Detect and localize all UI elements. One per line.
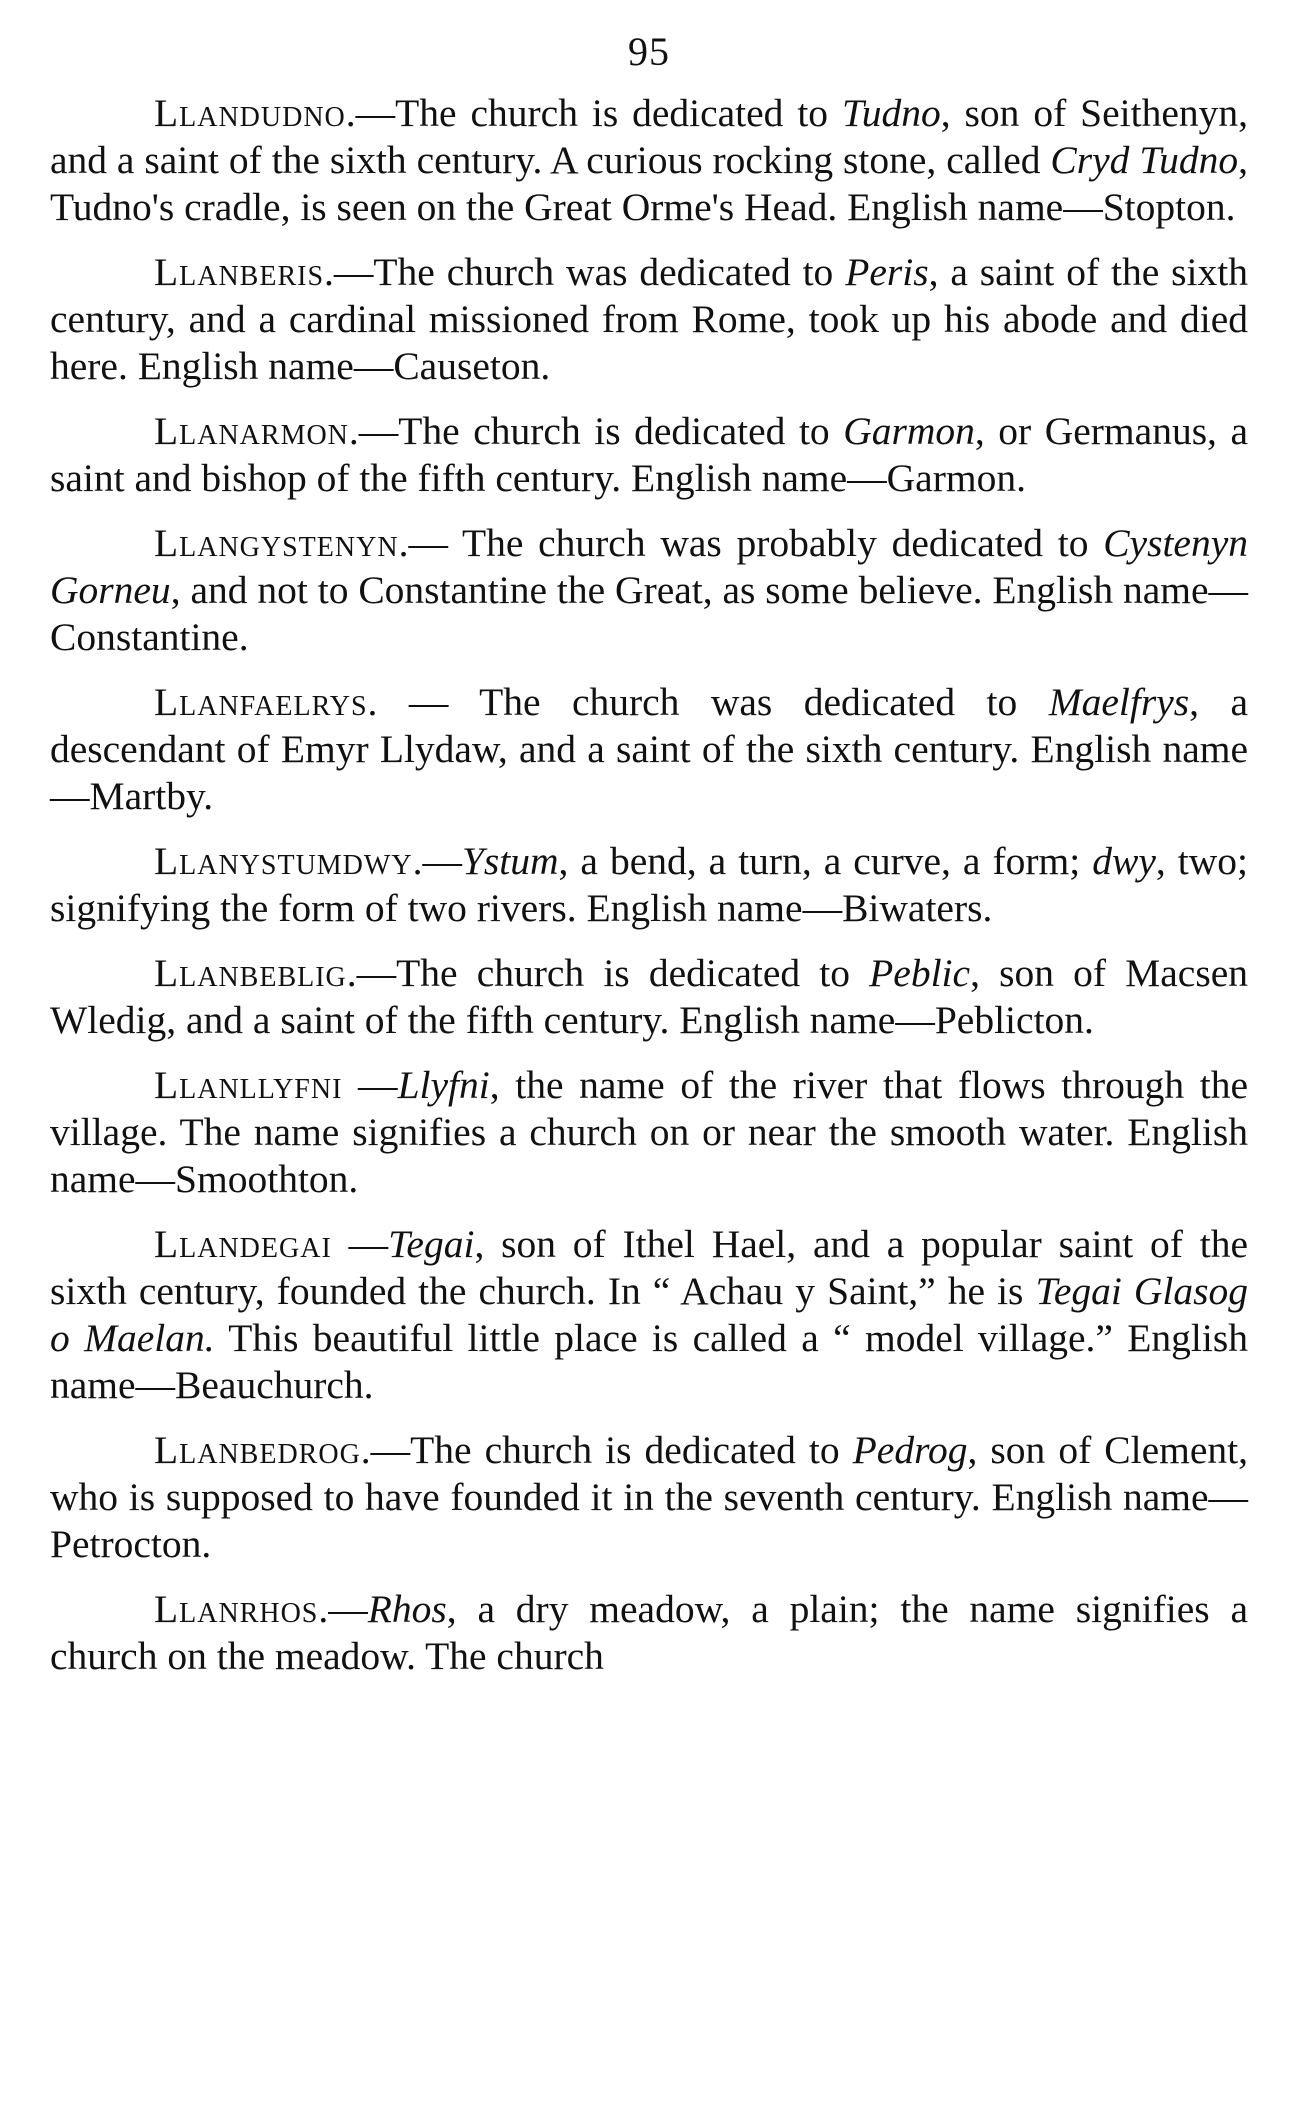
entry-text: , a saint of the sixth century, and a cardinal missioned from Rome, took up his abode and died here. English name—Causeton. <box>50 250 1248 388</box>
entry-text: The church is dedicated to <box>410 1428 853 1472</box>
italic-term: Tegai Glasog o Maelan. <box>50 1269 1248 1360</box>
headword: Llanberis <box>154 250 325 294</box>
entry-llanllyfni <box>50 1062 1248 1203</box>
separator: .— <box>360 1428 411 1472</box>
entry-llanarmon <box>50 408 1248 502</box>
separator: .— <box>412 839 462 883</box>
entry-llangystenyn <box>50 520 1248 661</box>
book-page <box>50 24 1248 1698</box>
italic-term: Peblic <box>869 951 971 995</box>
separator: .— <box>324 250 374 294</box>
separator: .— <box>345 91 396 135</box>
entry-text: , Tudno's cradle, is seen on the Great Orme's Head. English name—Stopton. <box>50 138 1248 229</box>
italic-term: Cryd Tudno <box>1050 138 1239 182</box>
entry-llanfaelrys <box>50 679 1248 820</box>
entry-llandudno <box>50 90 1248 231</box>
headword: Llanfaelrys <box>154 680 368 724</box>
italic-term: Garmon <box>843 409 975 453</box>
italic-term: Maelfrys <box>1048 680 1190 724</box>
italic-term: Rhos <box>367 1587 447 1631</box>
italic-term: dwy <box>1092 839 1156 883</box>
entry-text: The church was dedicated to <box>373 250 846 294</box>
entry-text: , or Germanus, a saint and bishop of the fifth century. English name—Garmon. <box>50 409 1248 500</box>
headword: Llanbedrog <box>154 1428 361 1472</box>
entry-text: The church was dedicated to <box>479 680 1049 724</box>
entry-llanystumdwy <box>50 838 1248 932</box>
headword: Llangystenyn <box>154 521 399 565</box>
entry-text: , and not to Constantine the Great, as some believe. English name—Constantine. <box>50 568 1248 659</box>
entry-text: , son of Macsen Wledig, and a saint of the fifth century. English name—Peblicton. <box>50 951 1248 1042</box>
entry-text: The church is dedicated to <box>398 409 844 453</box>
separator: — <box>331 1222 389 1266</box>
headword: Llanbeblig <box>154 951 347 995</box>
entry-text: , son of Ithel Hael, and a popular saint of the sixth century, founded the church. In “ Achau y Saint,” he is <box>50 1222 1248 1313</box>
italic-term: Pedrog <box>852 1428 968 1472</box>
entry-text: , son of Clement, who is supposed to have founded it in the seventh century. English name—Petrocton. <box>50 1428 1248 1566</box>
separator: .— <box>318 1587 368 1631</box>
entry-llanrhos <box>50 1586 1248 1680</box>
italic-term: Tudno <box>841 91 941 135</box>
entry-text: , two; signifying the form of two rivers. English name—Biwaters. <box>50 839 1248 930</box>
italic-term: Tegai <box>388 1222 475 1266</box>
entry-llandegai <box>50 1221 1248 1409</box>
entry-text: The church is dedicated to <box>395 91 842 135</box>
headword: Llanrhos <box>154 1587 319 1631</box>
entry-llanbeblig <box>50 950 1248 1044</box>
separator: . — <box>367 680 480 724</box>
entry-text: , son of Seithenyn, and a saint of the sixth century. A curious rocking stone, called <box>50 91 1248 182</box>
entry-text: , a descendant of Emyr Llydaw, and a saint of the sixth century. English name—Martby. <box>50 680 1248 818</box>
entry-text: , a bend, a turn, a curve, a form; <box>558 839 1093 883</box>
italic-term: Cystenyn Gorneu <box>50 521 1248 612</box>
headword: Llanllyfni <box>154 1063 343 1107</box>
headword: Llandudno <box>154 91 346 135</box>
headword: Llanystumdwy <box>154 839 413 883</box>
entry-text: , a dry meadow, a plain; the name signifies a church on the meadow. The church <box>50 1587 1248 1678</box>
entry-text: The church is dedicated to <box>396 951 870 995</box>
headword: Llanarmon <box>154 409 349 453</box>
entry-text: , the name of the river that flows through the village. The name signifies a church on or near the smooth water. English name—Smoothton. <box>50 1063 1248 1201</box>
separator: .— <box>346 951 397 995</box>
page-number: 95 <box>628 29 670 74</box>
italic-term: Peris <box>845 250 929 294</box>
entry-llanberis <box>50 249 1248 390</box>
separator: .— <box>348 409 399 453</box>
entry-text: This beautiful little place is called a “ model village.” English name—Beauchurch. <box>50 1316 1248 1407</box>
entry-llanbedrog <box>50 1427 1248 1568</box>
italic-term: Ystum <box>461 839 559 883</box>
separator: .— <box>398 521 462 565</box>
italic-term: Llyfni <box>397 1063 490 1107</box>
headword: Llandegai <box>154 1222 332 1266</box>
entry-text: The church was probably dedicated to <box>461 521 1104 565</box>
separator: — <box>342 1063 398 1107</box>
